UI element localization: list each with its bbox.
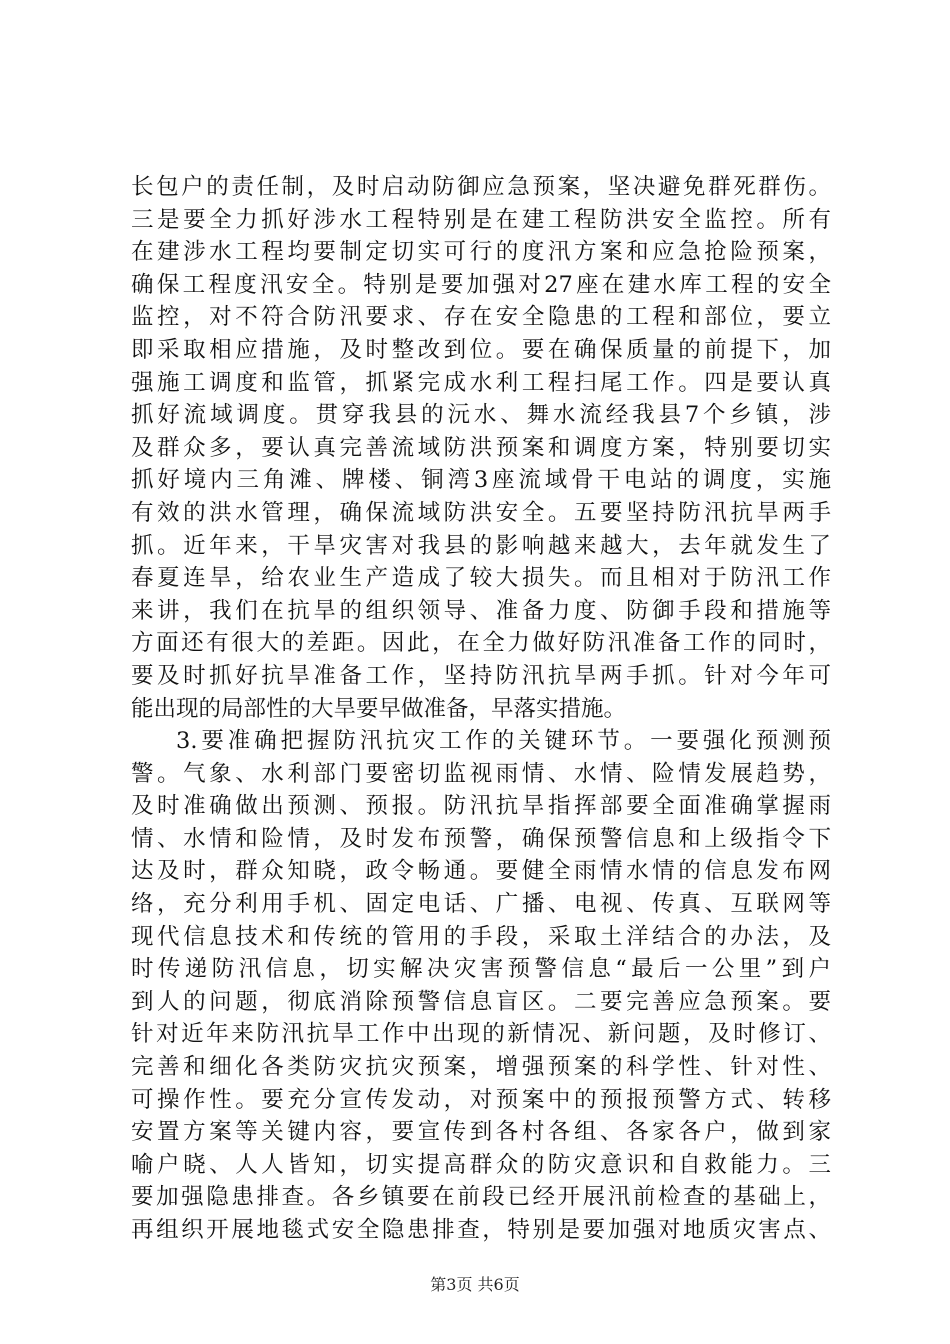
- text-line: 喻户晓、人人皆知，切实提高群众的防灾意识和自救能力。三: [131, 1151, 831, 1178]
- text-line: 来讲，我们在抗旱的组织领导、准备力度、防御手段和措施等: [131, 597, 831, 624]
- text-line: 再组织开展地毯式安全隐患排查，特别是要加强对地质灾害点、: [131, 1217, 831, 1243]
- page-number-label: 第3页 共6页: [430, 1275, 520, 1294]
- paragraph-start-line: 3.要准确把握防汛抗灾工作的关键环节。一要强化预测预: [176, 728, 831, 755]
- text-line: 长包户的责任制，及时启动防御应急预案，坚决避免群死群伤。: [131, 174, 831, 200]
- text-line: 警。气象、水利部门要密切监视雨情、水情、险情发展趋势，: [131, 760, 831, 787]
- text-line: 监控，对不符合防汛要求、存在安全隐患的工程和部位，要立: [131, 304, 831, 331]
- page-footer: [0, 1272, 950, 1295]
- text-line: 抓。近年来，干旱灾害对我县的影响越来越大，去年就发生了: [131, 532, 831, 559]
- text-line: 完善和细化各类防灾抗灾预案，增强预案的科学性、针对性、: [131, 1054, 831, 1081]
- text-line: 针对近年来防汛抗旱工作中出现的新情况、新问题，及时修订、: [131, 1021, 831, 1048]
- text-line: 要加强隐患排查。各乡镇要在前段已经开展汛前检查的基础上，: [131, 1184, 831, 1211]
- text-line: 春夏连旱，给农业生产造成了较大损失。而且相对于防汛工作: [131, 565, 831, 592]
- text-line: 强施工调度和监管，抓紧完成水利工程扫尾工作。四是要认真: [131, 369, 831, 396]
- document-body: [131, 171, 831, 1247]
- text-line: 络，充分利用手机、固定电话、广播、电视、传真、互联网等: [131, 891, 831, 918]
- text-line: 及群众多，要认真完善流域防洪预案和调度方案，特别要切实: [131, 434, 831, 461]
- text-line: 达及时，群众知晓，政令畅通。要健全雨情水情的信息发布网: [131, 858, 831, 885]
- text-line: 能出现的局部性的大旱要早做准备，早落实措施。: [131, 695, 627, 722]
- text-line: 三是要全力抓好涉水工程特别是在建工程防洪安全监控。所有: [131, 206, 831, 233]
- text-line: 抓好流域调度。贯穿我县的沅水、舞水流经我县7个乡镇，涉: [131, 402, 831, 429]
- text-line: 抓好境内三角滩、牌楼、铜湾3座流域骨干电站的调度，实施: [131, 467, 831, 494]
- text-line: 现代信息技术和传统的管用的手段，采取土洋结合的办法，及: [131, 923, 831, 950]
- text-line: 及时准确做出预测、预报。防汛抗旱指挥部要全面准确掌握雨: [131, 793, 831, 820]
- text-line: 即采取相应措施，及时整改到位。要在确保质量的前提下，加: [131, 336, 831, 363]
- text-line: 安置方案等关键内容，要宣传到各村各组、各家各户，做到家: [131, 1119, 831, 1146]
- text-line: 确保工程度汛安全。特别是要加强对27座在建水库工程的安全: [131, 271, 831, 298]
- text-line: 时传递防汛信息，切实解决灾害预警信息“最后一公里”到户: [131, 956, 831, 983]
- text-line: 到人的问题，彻底消除预警信息盲区。二要完善应急预案。要: [131, 988, 831, 1015]
- text-line: 可操作性。要充分宣传发动，对预案中的预报预警方式、转移: [131, 1086, 831, 1113]
- text-line: 在建涉水工程均要制定切实可行的度汛方案和应急抢险预案，: [131, 239, 831, 266]
- text-line: 要及时抓好抗旱准备工作，坚持防汛抗旱两手抓。针对今年可: [131, 662, 831, 689]
- text-line: 有效的洪水管理，确保流域防洪安全。五要坚持防汛抗旱两手: [131, 499, 831, 526]
- text-line: 方面还有很大的差距。因此，在全力做好防汛准备工作的同时，: [131, 630, 831, 657]
- text-line: 情、水情和险情，及时发布预警，确保预警信息和上级指令下: [131, 825, 831, 852]
